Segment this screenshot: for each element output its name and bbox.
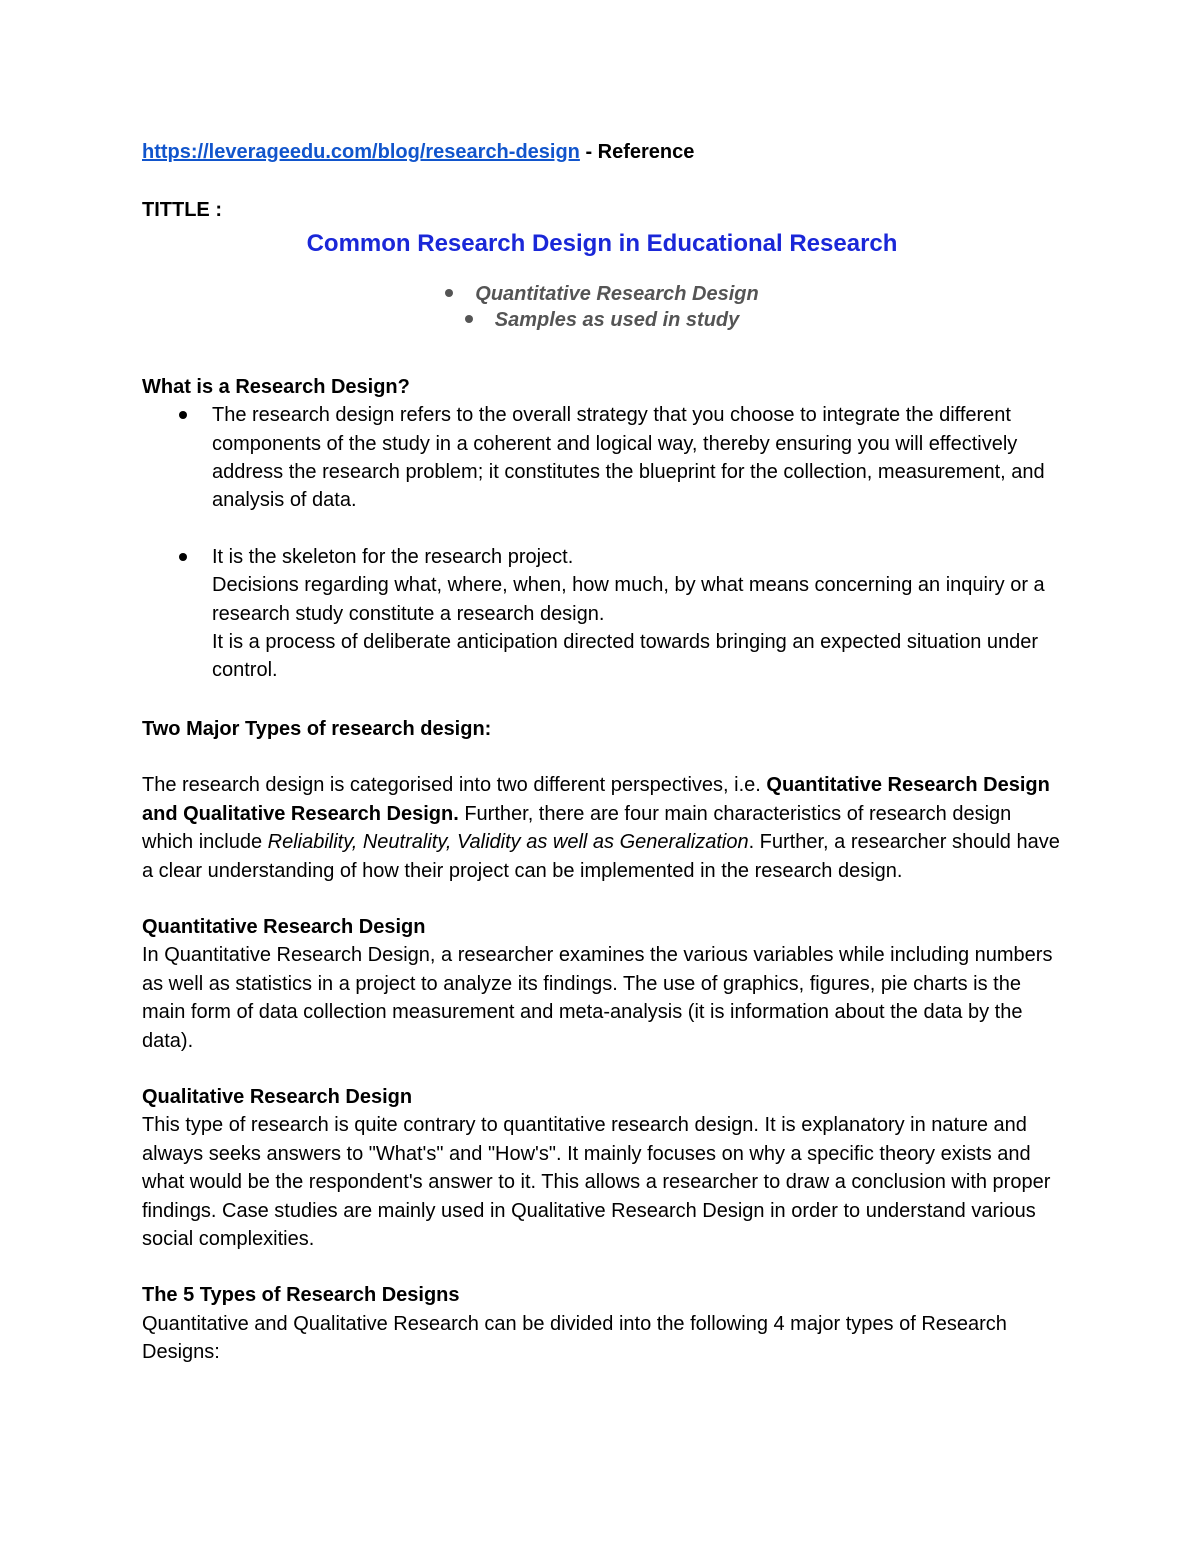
two-types-heading: Two Major Types of research design: <box>142 717 492 740</box>
outline-item <box>142 307 1062 333</box>
two-types-text-start: The research design is categorised into two different perspectives, i.e. <box>142 774 767 797</box>
two-types-paragraph <box>142 771 1062 885</box>
bullet-icon <box>179 553 187 561</box>
quantitative-heading: Quantitative Research Design <box>142 915 426 938</box>
bullet-icon <box>465 315 473 323</box>
reference-link[interactable]: https://leverageedu.com/blog/research-design <box>142 141 580 163</box>
qualitative-heading: Qualitative Research Design <box>142 1085 413 1108</box>
outline-item-text: Samples as used in study <box>494 308 740 331</box>
outline-item-text: Quantitative Research Design <box>475 282 759 305</box>
reference-line <box>142 138 1062 166</box>
decisions-line: Decisions regarding what, where, when, how much, by what means concerning an inquiry or a research study constitute a research design. <box>212 574 1045 625</box>
reference-suffix: - Reference <box>579 141 695 163</box>
anticipation-line: It is a process of deliberate anticipation directed towards bringing an expected situation under control. <box>212 631 1039 682</box>
characteristics-text: Reliability, Neutrality, Validity as well as Generalization <box>267 831 749 854</box>
title-label: TITTLE : <box>142 199 222 222</box>
document-title: Common Research Design in Educational Research <box>306 229 898 257</box>
skeleton-line: It is the skeleton for the research project. <box>212 545 574 568</box>
outline-list <box>142 281 1062 333</box>
bullet-icon <box>179 411 187 419</box>
list-item <box>142 543 1062 685</box>
five-types-heading: The 5 Types of Research Designs <box>142 1284 460 1307</box>
two-types-text-end: . Further, a researcher should have a clear understanding of how their project can be implemented in the research design. <box>142 831 1060 882</box>
what-is-list <box>142 401 1062 685</box>
five-types-paragraph: Quantitative and Qualitative Research can be divided into the following 4 major types of Research Designs: <box>142 1312 1007 1364</box>
bullet-icon <box>445 289 453 297</box>
list-item <box>142 401 1062 515</box>
what-is-definition: The research design refers to the overall strategy that you choose to integrate the different components of the study in a coherent and logical way, thereby ensuring you will effectively address the research problem; it constitutes the blueprint for the collection, measurement, and analysis of data. <box>212 404 1045 512</box>
quantitative-paragraph: In Quantitative Research Design, a researcher examines the various variables while including numbers as well as statistics in a project to analyze its findings. The use of graphics, figures, pie charts is the main form of data collection measurement and meta-analysis (it is information about the data by the data). <box>142 944 1053 1052</box>
document-content <box>142 138 1062 1367</box>
two-types-bold-text: Quantitative Research Design and Qualitative Research Design. <box>142 774 1050 825</box>
outline-item <box>142 281 1062 307</box>
qualitative-paragraph: This type of research is quite contrary to quantitative research design. It is explanatory in nature and always seeks answers to "What's" and "How's". It mainly focuses on why a specific theory exists and what would be the respondent's answer to it. This allows a researcher to draw a conclusion with proper findings. Case studies are mainly used in Qualitative Research Design in order to understand various social complexities. <box>142 1114 1051 1250</box>
what-is-heading: What is a Research Design? <box>142 375 410 398</box>
two-types-text-mid: Further, there are four main characteristics of research design which include <box>142 802 1012 854</box>
